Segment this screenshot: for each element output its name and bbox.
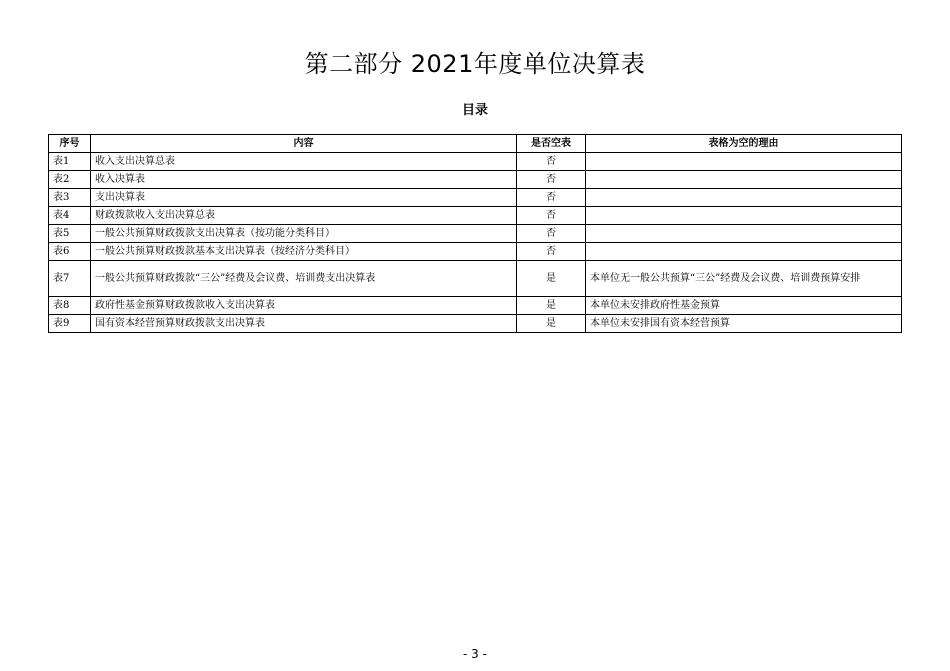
row-no: 表4 <box>49 207 91 225</box>
toc-table <box>48 134 902 333</box>
table-row <box>49 207 902 225</box>
row-reason <box>586 243 902 261</box>
table-row <box>49 315 902 333</box>
row-content: 一般公共预算财政拨款支出决算表（按功能分类科目） <box>91 225 517 243</box>
row-empty: 是 <box>517 261 586 297</box>
row-empty: 否 <box>517 243 586 261</box>
row-content: 收入决算表 <box>91 171 517 189</box>
row-empty: 是 <box>517 315 586 333</box>
row-empty: 是 <box>517 297 586 315</box>
row-content: 一般公共预算财政拨款“三公”经费及会议费、培训费支出决算表 <box>91 261 517 297</box>
row-reason <box>586 153 902 171</box>
row-no: 表2 <box>49 171 91 189</box>
table-row <box>49 297 902 315</box>
page-number: - 3 - <box>463 647 487 661</box>
row-reason <box>586 189 902 207</box>
row-empty: 否 <box>517 225 586 243</box>
row-empty: 否 <box>517 189 586 207</box>
row-empty: 否 <box>517 171 586 189</box>
row-content: 一般公共预算财政拨款基本支出决算表（按经济分类科目） <box>91 243 517 261</box>
row-reason <box>586 225 902 243</box>
row-empty: 否 <box>517 153 586 171</box>
table-row <box>49 189 902 207</box>
row-reason: 本单位未安排政府性基金预算 <box>586 297 902 315</box>
row-reason: 本单位未安排国有资本经营预算 <box>586 315 902 333</box>
row-reason <box>586 207 902 225</box>
header-no: 序号 <box>49 135 91 153</box>
row-reason <box>586 171 902 189</box>
header-reason: 表格为空的理由 <box>586 135 902 153</box>
table-row <box>49 225 902 243</box>
row-content: 财政拨款收入支出决算总表 <box>91 207 517 225</box>
row-reason: 本单位无一般公共预算“三公”经费及会议费、培训费预算安排 <box>586 261 902 297</box>
table-row <box>49 243 902 261</box>
page-title: 第二部分 2021年度单位决算表 <box>304 50 646 78</box>
table-row <box>49 261 902 297</box>
toc-heading: 目录 <box>461 103 488 118</box>
row-empty: 否 <box>517 207 586 225</box>
row-no: 表1 <box>49 153 91 171</box>
table-row <box>49 171 902 189</box>
header-content: 内容 <box>91 135 517 153</box>
row-no: 表6 <box>49 243 91 261</box>
table-header-row <box>49 135 902 153</box>
row-content: 收入支出决算总表 <box>91 153 517 171</box>
row-no: 表3 <box>49 189 91 207</box>
row-no: 表7 <box>49 261 91 297</box>
table-row <box>49 153 902 171</box>
header-empty: 是否空表 <box>517 135 586 153</box>
row-no: 表8 <box>49 297 91 315</box>
row-no: 表5 <box>49 225 91 243</box>
row-no: 表9 <box>49 315 91 333</box>
row-content: 政府性基金预算财政拨款收入支出决算表 <box>91 297 517 315</box>
row-content: 国有资本经营预算财政拨款支出决算表 <box>91 315 517 333</box>
row-content: 支出决算表 <box>91 189 517 207</box>
